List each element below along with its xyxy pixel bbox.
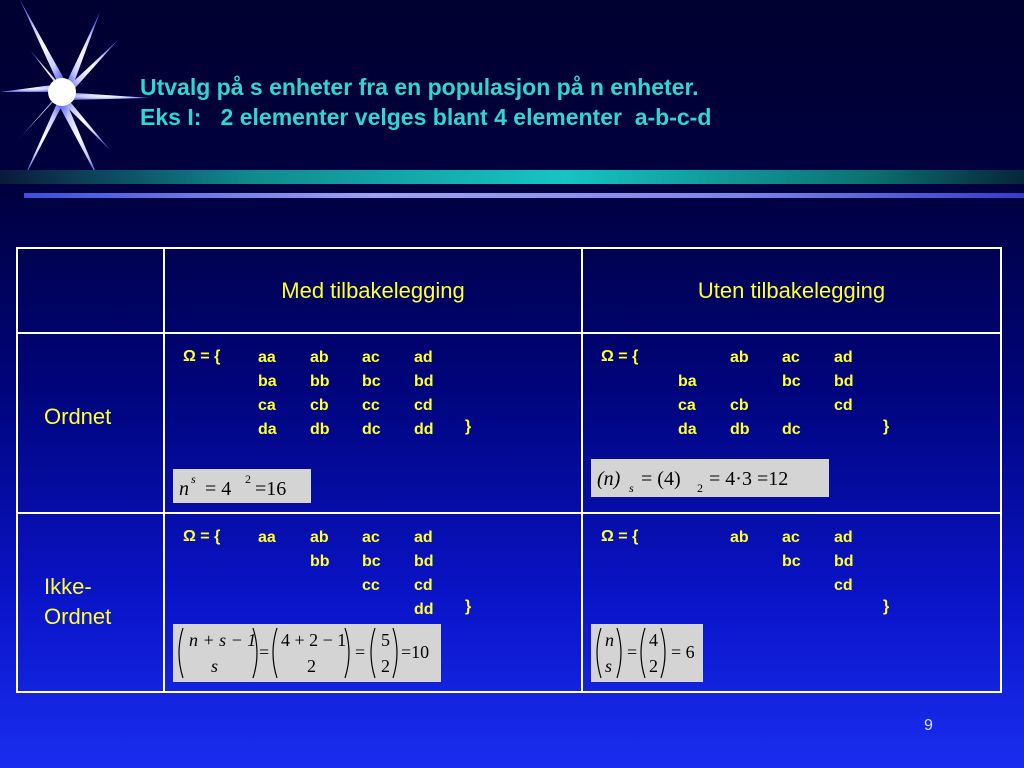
f4-top2: 4 bbox=[649, 630, 658, 650]
set-element: ca bbox=[678, 397, 696, 414]
set-element: dc bbox=[782, 421, 801, 438]
header-bar-blue bbox=[24, 193, 1024, 198]
set-row bbox=[678, 598, 886, 622]
set-element: da bbox=[258, 421, 277, 438]
f1-eq1: = 4 bbox=[205, 478, 232, 500]
f4-eq2: = 6 bbox=[671, 642, 695, 662]
set-element: ab bbox=[310, 529, 329, 546]
set-element: ba bbox=[258, 373, 277, 390]
set-element: cd bbox=[414, 577, 433, 594]
set-row bbox=[678, 550, 886, 574]
formula-combination bbox=[591, 624, 703, 682]
set-element: ad bbox=[834, 529, 853, 546]
f4-bot1: s bbox=[605, 656, 613, 676]
set-row bbox=[258, 574, 466, 598]
set-row bbox=[258, 418, 466, 442]
f3-top1: n + s − 1 bbox=[189, 630, 257, 650]
f2-lhs: (n) bbox=[597, 468, 621, 490]
brace-close: } bbox=[883, 418, 890, 435]
set-row bbox=[678, 418, 886, 442]
set-element: cb bbox=[310, 397, 329, 414]
set-element: ac bbox=[782, 349, 800, 366]
set-row bbox=[678, 394, 886, 418]
header-with-replacement bbox=[164, 248, 582, 333]
set-element: cc bbox=[362, 397, 380, 414]
set-row bbox=[258, 550, 466, 574]
set-element: bc bbox=[362, 553, 381, 570]
f1-eq2: =16 bbox=[255, 478, 287, 500]
star-icon bbox=[0, 0, 150, 195]
set-element: bd bbox=[834, 373, 854, 390]
f1-base: n bbox=[179, 478, 189, 500]
corner-cell bbox=[17, 248, 164, 333]
set-element: ba bbox=[678, 373, 697, 390]
set-row bbox=[258, 346, 466, 370]
set-element: bd bbox=[414, 553, 434, 570]
cell-ordered-with bbox=[164, 333, 582, 513]
f4-top1: n bbox=[605, 630, 614, 650]
f2-eq2: = 4·3 =12 bbox=[709, 468, 789, 490]
set-ordered-with bbox=[258, 346, 466, 442]
set-element: bc bbox=[782, 553, 801, 570]
set-row bbox=[678, 370, 886, 394]
brace-close: } bbox=[465, 598, 472, 615]
set-element: ac bbox=[362, 349, 380, 366]
set-row bbox=[678, 574, 886, 598]
f2-sub2: 2 bbox=[697, 481, 703, 495]
f3-eq1: = bbox=[259, 642, 270, 662]
set-element: ab bbox=[730, 529, 749, 546]
set-element: cd bbox=[414, 397, 433, 414]
f3-eq2: = bbox=[355, 642, 366, 662]
title-line-2: Eks I: 2 elementer velges blant 4 elementer a-b-c-d bbox=[140, 104, 712, 130]
set-unordered-without bbox=[678, 526, 886, 622]
set-row bbox=[258, 526, 466, 550]
set-ordered-without bbox=[678, 346, 886, 442]
f2-lhs-sub: s bbox=[629, 481, 634, 495]
set-element: cd bbox=[834, 577, 853, 594]
row-label-unordered-line2: Ordnet bbox=[44, 604, 112, 629]
set-row bbox=[258, 394, 466, 418]
set-element: bd bbox=[414, 373, 434, 390]
cell-unordered-with bbox=[164, 513, 582, 692]
formula-falling-factorial bbox=[591, 459, 829, 497]
cell-ordered-without bbox=[582, 333, 1001, 513]
header-without-replacement-label: Uten tilbakelegging bbox=[697, 277, 886, 303]
set-unordered-with bbox=[258, 526, 466, 622]
set-element: ad bbox=[414, 529, 433, 546]
set-element: ad bbox=[834, 349, 853, 366]
set-element: cc bbox=[362, 577, 380, 594]
header-without-replacement bbox=[582, 248, 1001, 333]
set-element: db bbox=[310, 421, 330, 438]
set-row bbox=[258, 370, 466, 394]
omega-open: Ω = { bbox=[183, 348, 221, 365]
set-element: bd bbox=[834, 553, 854, 570]
set-element: ac bbox=[362, 529, 380, 546]
set-element: dd bbox=[414, 421, 434, 438]
set-element: dc bbox=[362, 421, 381, 438]
set-row bbox=[678, 526, 886, 550]
set-element: cd bbox=[834, 397, 853, 414]
set-row bbox=[258, 598, 466, 622]
f4-bot2: 2 bbox=[649, 656, 658, 676]
f3-bot1: s bbox=[211, 656, 219, 676]
brace-close: } bbox=[883, 598, 890, 615]
set-element: aa bbox=[258, 349, 276, 366]
f4-eq1: = bbox=[627, 642, 638, 662]
row-label-ordered: Ordnet bbox=[44, 404, 112, 429]
f2-eq1: = (4) bbox=[641, 468, 681, 490]
set-row bbox=[678, 346, 886, 370]
f1-exp2: 2 bbox=[245, 472, 251, 486]
omega-open: Ω = { bbox=[601, 348, 639, 365]
set-element: bb bbox=[310, 553, 330, 570]
f3-top2: 4 + 2 − 1 bbox=[281, 630, 347, 650]
set-element: db bbox=[730, 421, 750, 438]
row-label-unordered-line1: Ikke- bbox=[44, 574, 92, 599]
f1-exp: s bbox=[191, 472, 196, 486]
set-element: ad bbox=[414, 349, 433, 366]
formula-combination-with-replacement bbox=[173, 624, 441, 682]
title-line-1: Utvalg på s enheter fra en populasjon på n enheter. bbox=[140, 74, 699, 100]
omega-open: Ω = { bbox=[183, 528, 221, 545]
set-element: bc bbox=[782, 373, 801, 390]
set-element: bc bbox=[362, 373, 381, 390]
set-element: da bbox=[678, 421, 697, 438]
brace-close: } bbox=[465, 418, 472, 435]
page-number: 9 bbox=[924, 717, 933, 734]
set-element: ab bbox=[310, 349, 329, 366]
set-element: bb bbox=[310, 373, 330, 390]
cell-unordered-without bbox=[582, 513, 1001, 692]
set-element: cb bbox=[730, 397, 749, 414]
row-label-unordered-cell bbox=[17, 513, 164, 692]
f3-top3: 5 bbox=[381, 630, 390, 650]
set-element: ab bbox=[730, 349, 749, 366]
set-element: ac bbox=[782, 529, 800, 546]
f3-eq3: =10 bbox=[401, 642, 430, 662]
header-with-replacement-label: Med tilbakelegging bbox=[281, 277, 465, 303]
comparison-table bbox=[16, 247, 1002, 693]
formula-n-pow-s bbox=[173, 469, 311, 503]
set-element: ca bbox=[258, 397, 276, 414]
row-label-ordered-cell bbox=[17, 333, 164, 513]
omega-open: Ω = { bbox=[601, 528, 639, 545]
set-element: aa bbox=[258, 529, 276, 546]
set-element: dd bbox=[414, 601, 434, 618]
header-bar-teal bbox=[0, 170, 1024, 184]
slide-title bbox=[140, 72, 711, 132]
f3-bot2: 2 bbox=[307, 656, 316, 676]
row-label-unordered bbox=[44, 572, 111, 632]
f3-bot3: 2 bbox=[381, 656, 390, 676]
